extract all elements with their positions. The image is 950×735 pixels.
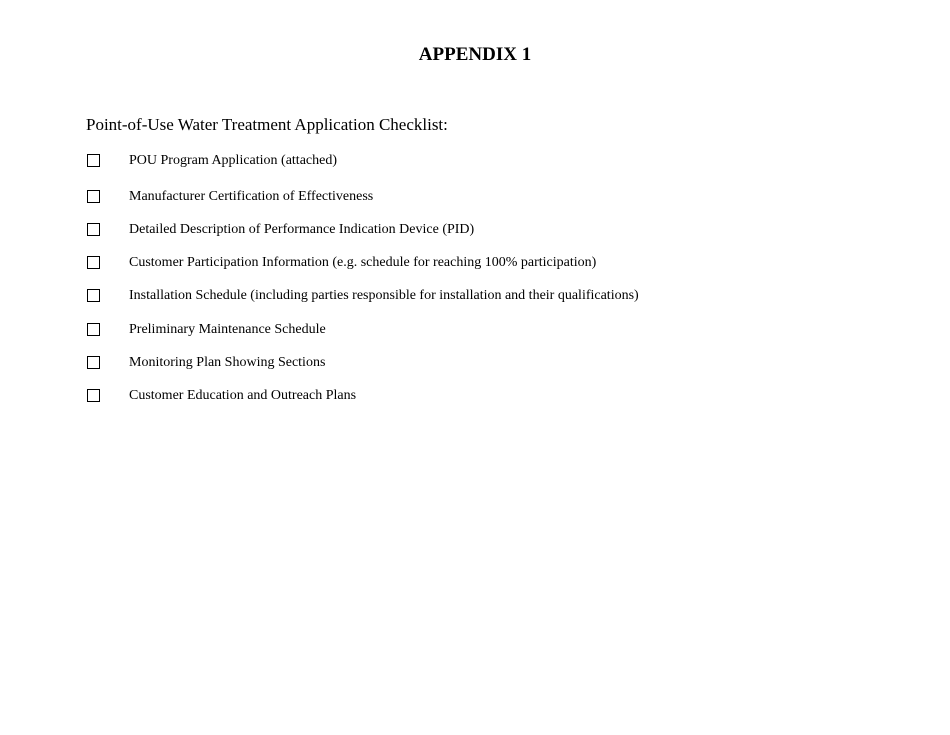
checkbox[interactable] bbox=[87, 389, 100, 402]
checkbox[interactable] bbox=[87, 356, 100, 369]
checklist-item bbox=[86, 252, 786, 276]
checklist-item bbox=[86, 285, 786, 309]
checkbox[interactable] bbox=[87, 190, 100, 203]
checklist-item-label: Customer Education and Outreach Plans bbox=[129, 388, 357, 403]
checklist-item bbox=[86, 186, 786, 210]
page-title: APPENDIX 1 bbox=[418, 44, 532, 65]
checkbox[interactable] bbox=[87, 223, 100, 236]
checklist-item bbox=[86, 385, 786, 409]
checklist-item-label: Monitoring Plan Showing Sections bbox=[129, 355, 326, 370]
checkbox[interactable] bbox=[87, 256, 100, 269]
checkbox[interactable] bbox=[87, 289, 100, 302]
checkbox[interactable] bbox=[87, 154, 100, 167]
checklist-title: Point-of-Use Water Treatment Application Checklist: bbox=[86, 115, 448, 134]
checklist-item bbox=[86, 319, 786, 343]
checklist-item bbox=[86, 150, 786, 174]
checklist-item bbox=[86, 352, 786, 376]
checklist-item-label: Manufacturer Certification of Effectiveness bbox=[129, 189, 374, 204]
checklist-item-label: Installation Schedule (including parties responsible for installation and their qualifications) bbox=[129, 288, 639, 303]
checklist-item-label: Customer Participation Information (e.g. schedule for reaching 100% participation) bbox=[129, 255, 597, 270]
checklist-item-label: POU Program Application (attached) bbox=[129, 153, 338, 168]
checklist-item-label: Preliminary Maintenance Schedule bbox=[129, 322, 326, 337]
checklist-item bbox=[86, 219, 786, 243]
checkbox[interactable] bbox=[87, 323, 100, 336]
checklist-item-label: Detailed Description of Performance Indication Device (PID) bbox=[129, 222, 475, 237]
